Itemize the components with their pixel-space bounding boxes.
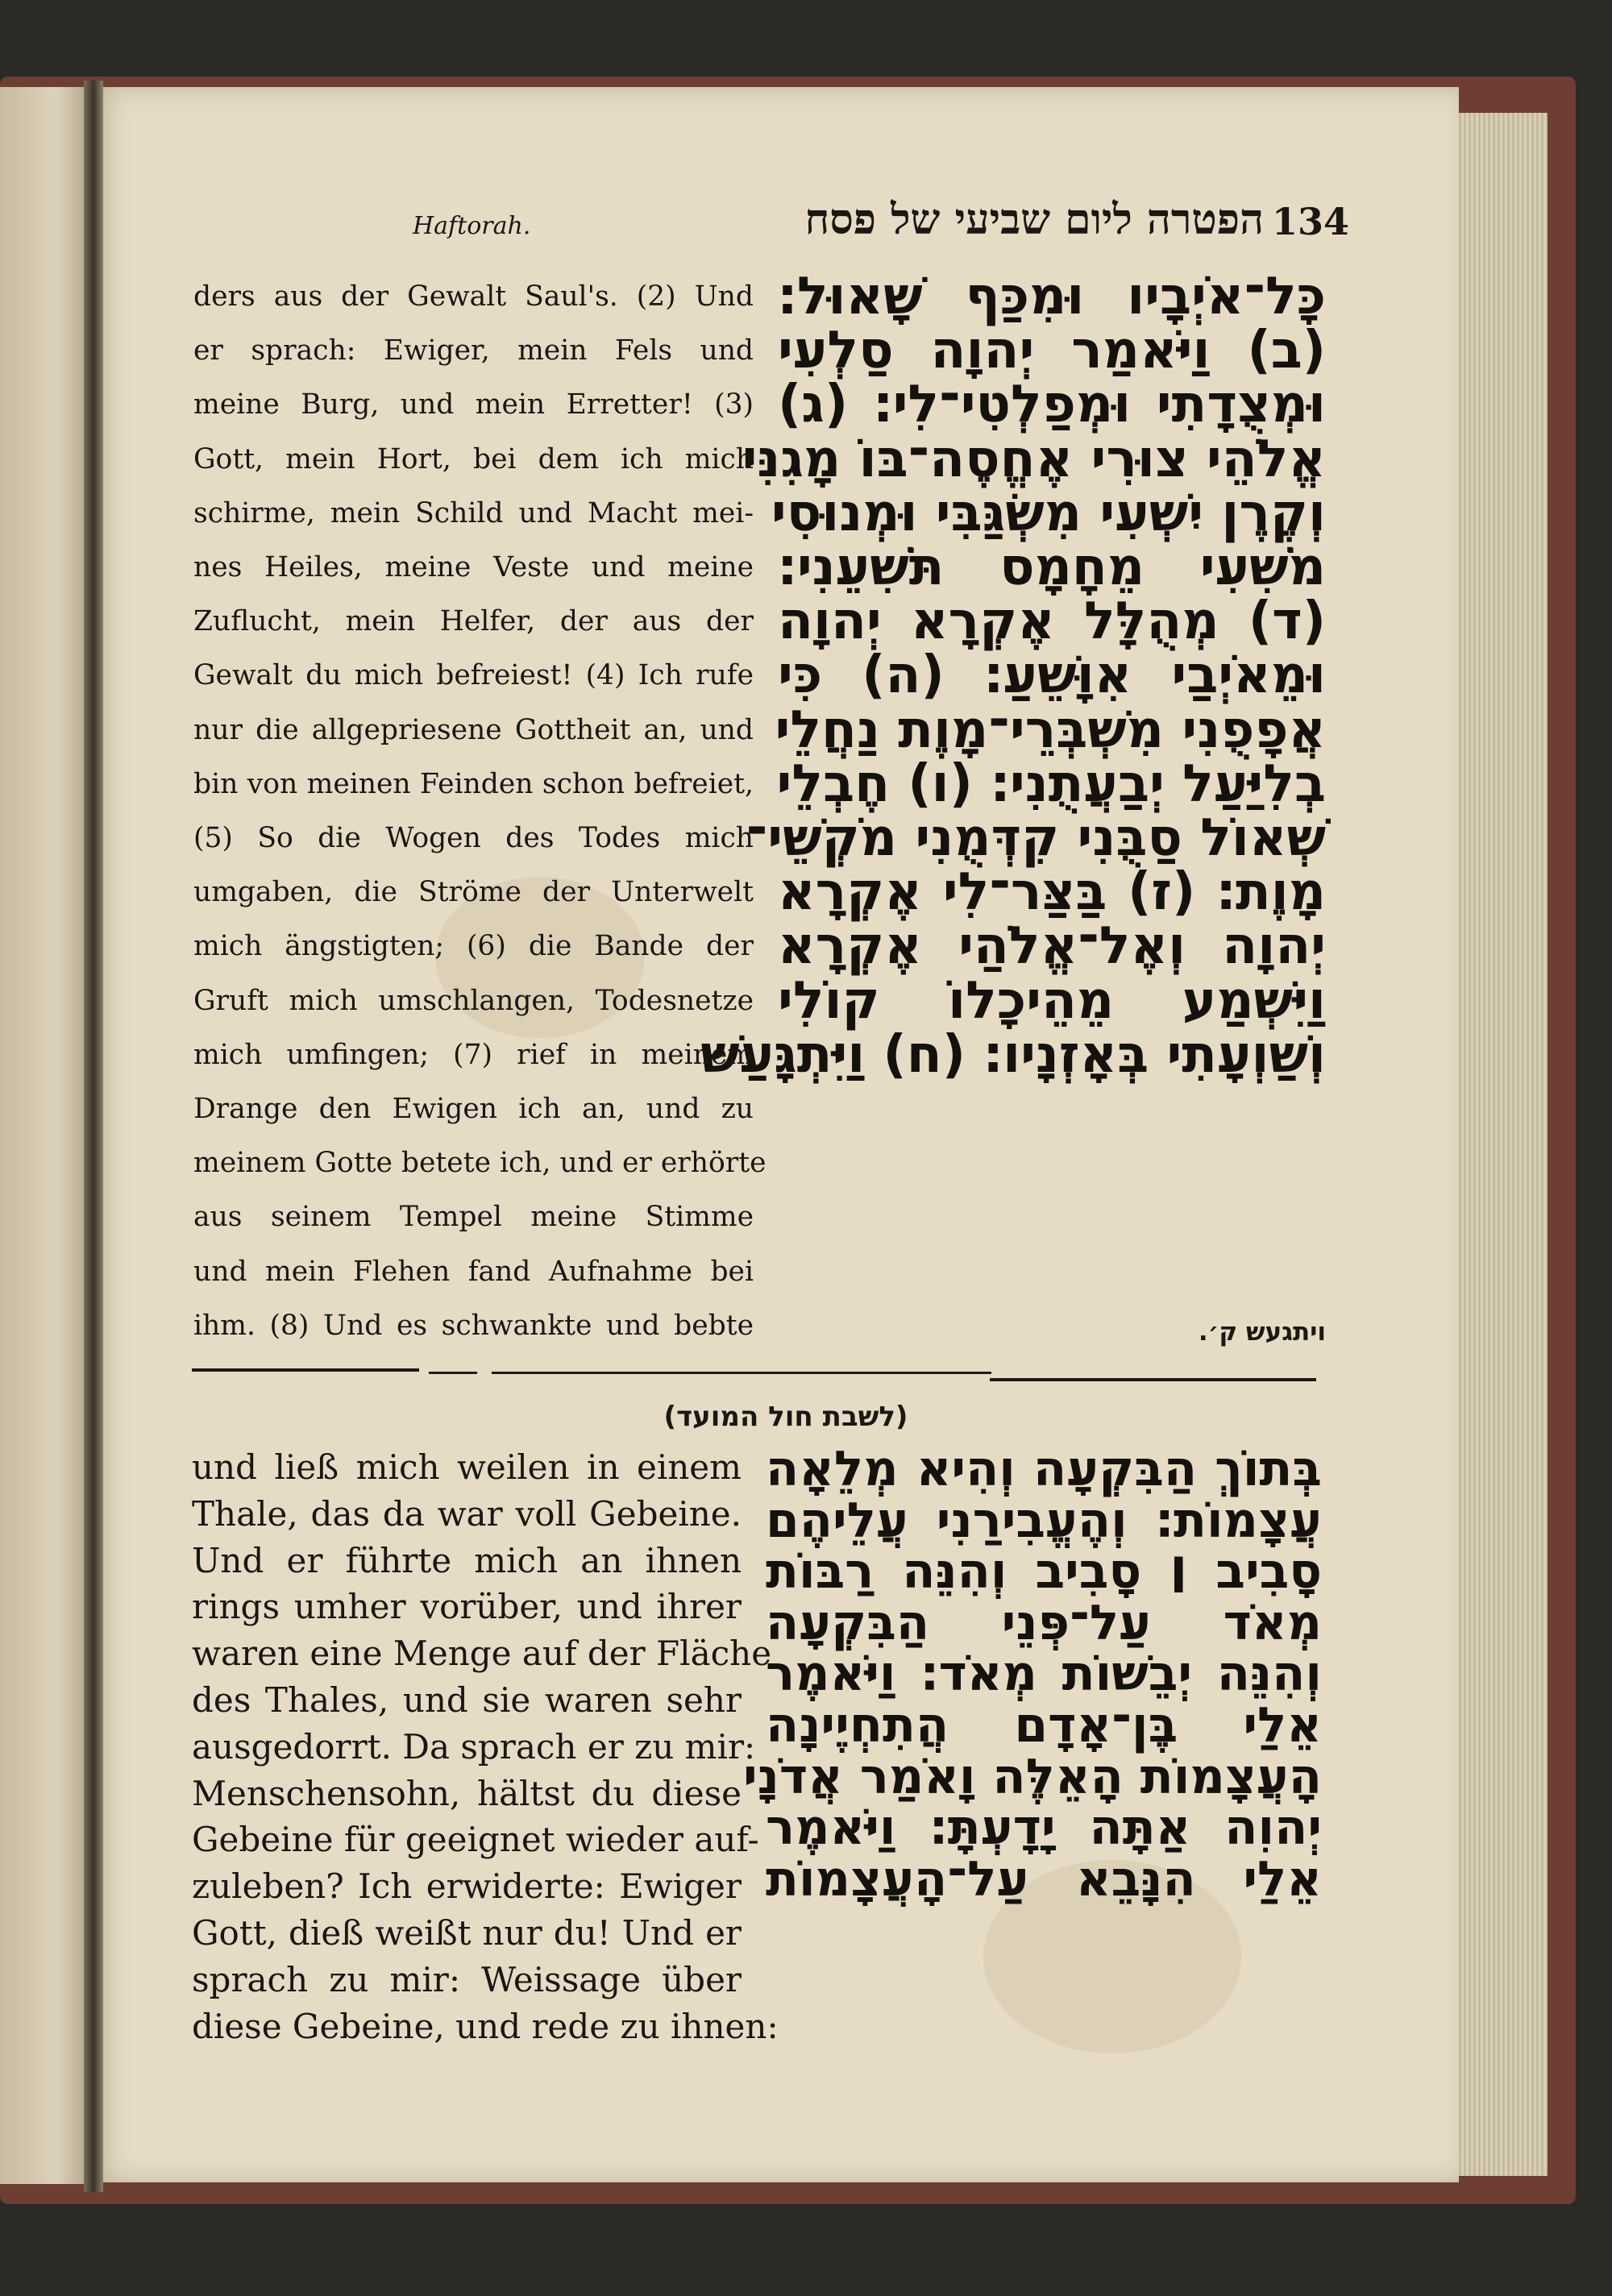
hebrew-line: בְּתוֹךְ הַבִּקְעָה וְהִיא מְלֵאָה (766, 1441, 1322, 1497)
german-line: aus seinem Tempel meine Stimme (193, 1201, 754, 1234)
hebrew-line: (ד) מְהֻלָּל אֶקְרָא יְהוָה (778, 592, 1326, 652)
german-line: sprach zu mir: Weissage über (192, 1959, 742, 1999)
hebrew-line: מֹשִׁעִי מֵחָמָס תֹּשִׁעֵנִי׃ (778, 538, 1326, 598)
german-line: zuleben? Ich erwiderte: Ewiger (192, 1866, 742, 1907)
hebrew-line: וְקֶרֶן יִשְׁעִי מִשְׂגַּבִּי וּמְנוּסִי (771, 483, 1326, 543)
page-number: 134 (1272, 200, 1350, 243)
german-line: Gewalt du mich befreiest! (4) Ich rufe (193, 659, 754, 692)
hebrew-line: וּמְצֻדָתִי וּמְפַלְטִי־לִי׃ (ג) (778, 375, 1326, 435)
hebrew-line: שְׁאוֹל סַבֻּנִי קִדְּמֻנִי מֹקְשֵׁי־ (746, 808, 1326, 869)
german-line: nes Heiles, meine Veste und meine (193, 551, 754, 584)
running-head-german: Haftorah. (413, 212, 531, 240)
page-edges (1447, 113, 1548, 2176)
hebrew-line: בְלִיַּעַל יְבַעֲתֻנִי׃ (ו) חֶבְלֵי (776, 754, 1326, 814)
section-rule (192, 1368, 419, 1372)
hebrew-line: יְהוִה אַתָּה יָדָעְתָּ׃ וַיֹּאמֶר (766, 1800, 1322, 1857)
hebrew-column-top (700, 267, 1326, 1085)
running-head-hebrew: הפטרה ליום שביעי של פסח (804, 195, 1264, 244)
hebrew-line: וּמֵאֹיְבַי אִוָּשֵׁעַ׃ (ה) כִּי (778, 646, 1326, 706)
hebrew-line: כָּל־אֹיְבָיו וּמִכַּף שָׁאוּל׃ (778, 267, 1326, 326)
german-line: und ließ mich weilen in einem (192, 1447, 742, 1487)
hebrew-line: מָוֶת׃ (ז) בַּצַּר־לִי אֶקְרָא (778, 862, 1326, 923)
german-line: des Thales, und sie waren sehr (192, 1679, 742, 1720)
german-line: ders aus der Gewalt Saul's. (2) Und (193, 280, 754, 313)
german-line: Gott, mein Hort, bei dem ich mich (193, 442, 754, 475)
german-line: umgaben, die Ströme der Unterwelt (193, 876, 754, 909)
german-line: und mein Flehen fand Aufnahme bei (193, 1255, 754, 1288)
german-line: (5) So die Wogen des Todes mich (193, 822, 754, 855)
hebrew-line: עֲצָמוֹת׃ וְהֶעֱבִירַנִי עֲלֵיהֶם (766, 1492, 1322, 1549)
german-line: bin von meinen Feinden schon befreiet, (193, 767, 754, 800)
textual-footnote: ויתגעש ק׳. (1198, 1318, 1326, 1347)
german-line: mich ängstigten; (6) die Bande der (193, 930, 754, 963)
german-line: waren eine Menge auf der Fläche (192, 1634, 772, 1674)
hebrew-line: אֵלַי בֶּן־אָדָם הֲתִחְיֶינָה (766, 1696, 1322, 1754)
hebrew-column-bottom (743, 1441, 1322, 1908)
hebrew-line: וַיִּשְׁמַע מֵהֵיכָלוֹ קוֹלִי (778, 970, 1326, 1031)
section-rule (492, 1372, 991, 1374)
german-line: Menschensohn, hältst du diese (192, 1773, 742, 1813)
german-line: mich umfingen; (7) rief in meinem (193, 1038, 754, 1071)
german-line: schirme, mein Schild und Macht mei- (193, 496, 754, 529)
german-line: Thale, das da war voll Gebeine. (192, 1493, 742, 1534)
hebrew-line: (ב) וַיֹּאמַר יְהוָה סַלְעִי (778, 321, 1326, 381)
left-page-edge (0, 87, 95, 2184)
hebrew-line: יְהוָה וְאֶל־אֱלֹהַי אֶקְרָא (778, 916, 1326, 977)
german-line: Und er führte mich an ihnen (192, 1540, 742, 1580)
german-line: meinem Gotte betete ich, und er erhörte (193, 1147, 767, 1180)
german-line: Gebeine für geeignet wieder auf- (192, 1820, 759, 1860)
german-column-bottom (192, 1444, 779, 2049)
hebrew-line: וְשַׁוְעָתִי בְּאָזְנָיו׃ (ח) וַיִּתְגָּעַשׁ (700, 1024, 1326, 1085)
german-column-top (193, 270, 767, 1353)
hebrew-line: סָבִיב ׀ סָבִיב וְהִנֵּה רַבּוֹת (766, 1543, 1322, 1601)
section-heading: (לשבת חול המועד) (663, 1401, 908, 1433)
section-rule (429, 1372, 477, 1374)
german-line: diese Gebeine, und rede zu ihnen: (192, 2006, 779, 2046)
german-line: Zuflucht, mein Helfer, der aus der (193, 605, 754, 638)
hebrew-line: וְהִנֵּה יְבֵשׁוֹת מְאֹד׃ וַיֹּאמֶר (766, 1646, 1322, 1703)
german-line: Gott, dieß weißt nur du! Und er (192, 1912, 742, 1953)
hebrew-line: הָעֲצָמוֹת הָאֵלֶּה וָאֹמַר אֲדֹנָי (743, 1748, 1322, 1805)
german-line: Drange den Ewigen ich an, und zu (193, 1093, 754, 1126)
german-line: rings umher vorüber, und ihrer (192, 1587, 742, 1627)
german-line: nur die allgepriesene Gottheit an, und (193, 713, 754, 746)
hebrew-line: אֲפָפֻנִי מִשְׁבְּרֵי־מָוֶת נַחֲלֵי (775, 700, 1326, 760)
book-gutter (84, 81, 103, 2192)
german-line: er sprach: Ewiger, mein Fels und (193, 334, 754, 367)
hebrew-line: אֵלַי הִנָּבֵא עַל־הָעֲצָמוֹת (766, 1850, 1322, 1908)
section-rule (990, 1378, 1316, 1381)
german-line: ihm. (8) Und es schwankte und bebte (193, 1309, 754, 1342)
german-line: ausgedorrt. Da sprach er zu mir: (192, 1726, 756, 1767)
german-line: Gruft mich umschlangen, Todesnetze (193, 984, 754, 1017)
hebrew-line: מְאֹד עַל־פְּנֵי הַבִּקְעָה (766, 1594, 1322, 1651)
german-line: meine Burg, und mein Erretter! (3) (193, 388, 754, 421)
hebrew-line: אֱלֹהֵי צוּרִי אֶחֱסֶה־בּוֹ מָגִנִּי (742, 429, 1326, 489)
